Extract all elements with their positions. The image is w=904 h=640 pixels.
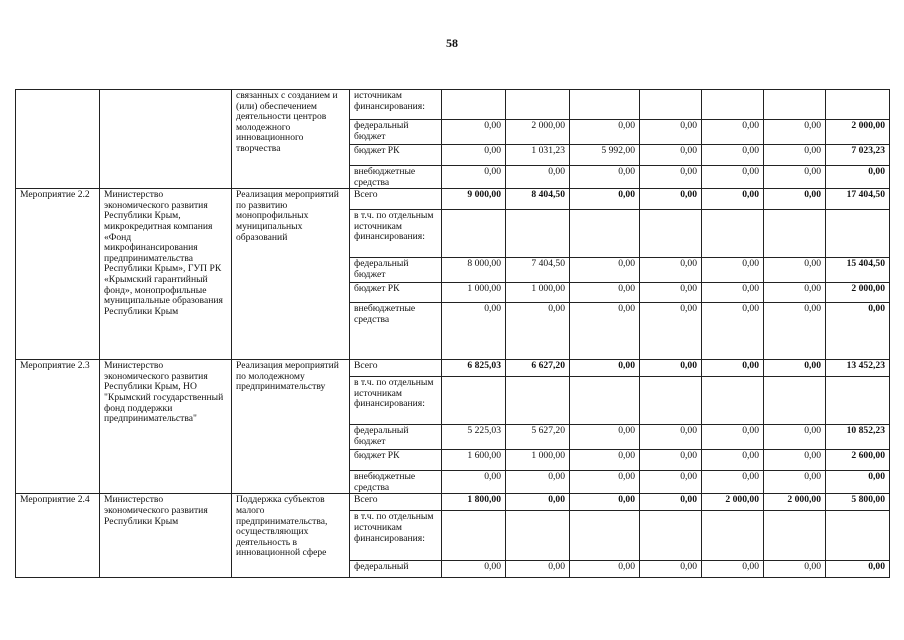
amount-cell: 0,00 (570, 360, 640, 377)
description-cell: Реализация мероприятий по молодежному предпринимательству (232, 360, 350, 494)
executor-cell (100, 90, 232, 189)
amount-cell: 0,00 (764, 145, 826, 166)
budget-table (15, 89, 890, 578)
funding-source-cell: федеральный бюджет (350, 258, 442, 283)
amount-cell (764, 210, 826, 258)
amount-cell: 5 627,20 (506, 425, 570, 450)
description-cell: Реализация мероприятий по развитию монопрофильных муниципальных образований (232, 189, 350, 360)
total-cell (826, 511, 890, 561)
measure-cell (16, 90, 100, 189)
amount-cell: 1 000,00 (506, 450, 570, 471)
total-cell (826, 90, 890, 120)
amount-cell (506, 377, 570, 425)
amount-cell: 1 600,00 (442, 450, 506, 471)
amount-cell: 0,00 (570, 494, 640, 511)
amount-cell: 0,00 (640, 471, 702, 494)
amount-cell (702, 511, 764, 561)
total-cell: 15 404,50 (826, 258, 890, 283)
amount-cell: 0,00 (640, 494, 702, 511)
funding-source-cell: внебюджетные средства (350, 303, 442, 360)
total-cell: 10 852,23 (826, 425, 890, 450)
total-cell: 13 452,23 (826, 360, 890, 377)
amount-cell (442, 511, 506, 561)
total-cell: 17 404,50 (826, 189, 890, 210)
funding-source-cell: источникам финансирования: (350, 90, 442, 120)
amount-cell: 0,00 (442, 471, 506, 494)
amount-cell: 0,00 (442, 561, 506, 578)
amount-cell: 0,00 (640, 360, 702, 377)
amount-cell: 0,00 (640, 166, 702, 189)
amount-cell: 0,00 (640, 303, 702, 360)
amount-cell (702, 210, 764, 258)
amount-cell: 0,00 (702, 561, 764, 578)
amount-cell: 8 404,50 (506, 189, 570, 210)
funding-source-cell: в т.ч. по отдельным источникам финансирования: (350, 377, 442, 425)
amount-cell: 0,00 (570, 120, 640, 145)
amount-cell: 0,00 (764, 120, 826, 145)
funding-source-cell: бюджет РК (350, 283, 442, 303)
total-cell: 0,00 (826, 471, 890, 494)
funding-source-cell: бюджет РК (350, 145, 442, 166)
amount-cell (506, 210, 570, 258)
amount-cell: 0,00 (764, 561, 826, 578)
amount-cell: 0,00 (764, 283, 826, 303)
amount-cell (640, 511, 702, 561)
executor-cell: Министерство экономического развития Республики Крым, микрокредитная компания «Фонд микрофинансирования предпринимательства Республики Крым», ГУП РК «Крымский гарантийный фонд», монопрофильные муниципальные образования Республики Крым (100, 189, 232, 360)
amount-cell: 0,00 (570, 450, 640, 471)
amount-cell: 6 627,20 (506, 360, 570, 377)
amount-cell: 0,00 (570, 425, 640, 450)
amount-cell (506, 90, 570, 120)
amount-cell: 0,00 (570, 471, 640, 494)
amount-cell (640, 377, 702, 425)
amount-cell: 0,00 (702, 425, 764, 450)
amount-cell (442, 90, 506, 120)
amount-cell: 0,00 (570, 166, 640, 189)
table-row (16, 189, 890, 210)
amount-cell: 0,00 (702, 166, 764, 189)
amount-cell: 0,00 (764, 166, 826, 189)
amount-cell (570, 90, 640, 120)
table-row (16, 360, 890, 377)
amount-cell (442, 210, 506, 258)
measure-cell: Мероприятие 2.4 (16, 494, 100, 578)
amount-cell: 0,00 (442, 120, 506, 145)
amount-cell (702, 90, 764, 120)
funding-source-cell: федеральный бюджет (350, 425, 442, 450)
amount-cell (570, 210, 640, 258)
amount-cell: 2 000,00 (764, 494, 826, 511)
amount-cell (702, 377, 764, 425)
amount-cell: 5 225,03 (442, 425, 506, 450)
amount-cell: 0,00 (702, 258, 764, 283)
amount-cell: 2 000,00 (506, 120, 570, 145)
amount-cell: 0,00 (702, 471, 764, 494)
amount-cell (640, 90, 702, 120)
amount-cell: 1 000,00 (442, 283, 506, 303)
amount-cell: 0,00 (640, 450, 702, 471)
amount-cell: 0,00 (640, 283, 702, 303)
funding-source-cell: федеральный (350, 561, 442, 578)
funding-source-cell: федеральный бюджет (350, 120, 442, 145)
amount-cell: 0,00 (570, 283, 640, 303)
amount-cell (640, 210, 702, 258)
budget-table-body (16, 90, 890, 578)
total-cell: 2 600,00 (826, 450, 890, 471)
amount-cell: 0,00 (702, 145, 764, 166)
amount-cell: 0,00 (570, 561, 640, 578)
amount-cell: 7 404,50 (506, 258, 570, 283)
funding-source-cell: внебюджетные средства (350, 471, 442, 494)
total-cell (826, 377, 890, 425)
amount-cell (570, 511, 640, 561)
amount-cell: 0,00 (764, 425, 826, 450)
total-cell: 0,00 (826, 561, 890, 578)
amount-cell: 0,00 (442, 145, 506, 166)
amount-cell: 1 031,23 (506, 145, 570, 166)
amount-cell: 0,00 (702, 360, 764, 377)
funding-source-cell: в т.ч. по отдельным источникам финансирования: (350, 210, 442, 258)
amount-cell: 0,00 (640, 145, 702, 166)
amount-cell: 0,00 (640, 258, 702, 283)
amount-cell: 5 992,00 (570, 145, 640, 166)
funding-source-cell: внебюджетные средства (350, 166, 442, 189)
amount-cell: 0,00 (506, 471, 570, 494)
total-cell: 0,00 (826, 166, 890, 189)
amount-cell: 0,00 (442, 303, 506, 360)
amount-cell: 0,00 (640, 561, 702, 578)
amount-cell: 0,00 (442, 166, 506, 189)
amount-cell (570, 377, 640, 425)
amount-cell (764, 90, 826, 120)
amount-cell: 0,00 (764, 450, 826, 471)
amount-cell: 0,00 (506, 494, 570, 511)
amount-cell: 0,00 (506, 166, 570, 189)
amount-cell: 0,00 (570, 303, 640, 360)
amount-cell (506, 511, 570, 561)
funding-source-cell: бюджет РК (350, 450, 442, 471)
amount-cell: 8 000,00 (442, 258, 506, 283)
total-cell: 2 000,00 (826, 283, 890, 303)
amount-cell: 0,00 (570, 189, 640, 210)
amount-cell: 1 800,00 (442, 494, 506, 511)
amount-cell: 0,00 (702, 283, 764, 303)
amount-cell: 9 000,00 (442, 189, 506, 210)
amount-cell: 0,00 (702, 189, 764, 210)
executor-cell: Министерство экономического развития Республики Крым (100, 494, 232, 578)
table-row (16, 90, 890, 120)
amount-cell: 0,00 (506, 303, 570, 360)
amount-cell: 0,00 (702, 303, 764, 360)
amount-cell: 2 000,00 (702, 494, 764, 511)
total-cell: 0,00 (826, 303, 890, 360)
amount-cell: 0,00 (702, 450, 764, 471)
amount-cell: 0,00 (764, 360, 826, 377)
amount-cell: 0,00 (764, 258, 826, 283)
amount-cell: 1 000,00 (506, 283, 570, 303)
measure-cell: Мероприятие 2.2 (16, 189, 100, 360)
amount-cell: 0,00 (570, 258, 640, 283)
total-cell: 7 023,23 (826, 145, 890, 166)
total-cell: 2 000,00 (826, 120, 890, 145)
amount-cell: 0,00 (640, 120, 702, 145)
amount-cell (442, 377, 506, 425)
total-cell (826, 210, 890, 258)
amount-cell: 0,00 (702, 120, 764, 145)
amount-cell: 0,00 (764, 303, 826, 360)
amount-cell: 0,00 (506, 561, 570, 578)
funding-source-cell: Всего (350, 189, 442, 210)
amount-cell: 6 825,03 (442, 360, 506, 377)
funding-source-cell: Всего (350, 494, 442, 511)
measure-cell: Мероприятие 2.3 (16, 360, 100, 494)
amount-cell (764, 511, 826, 561)
amount-cell (764, 377, 826, 425)
page-number: 58 (446, 36, 458, 50)
description-cell: связанных с созданием и (или) обеспечением деятельности центров молодежного инновационного творчества (232, 90, 350, 189)
table-row (16, 494, 890, 511)
funding-source-cell: в т.ч. по отдельным источникам финансирования: (350, 511, 442, 561)
amount-cell: 0,00 (640, 425, 702, 450)
funding-source-cell: Всего (350, 360, 442, 377)
total-cell: 5 800,00 (826, 494, 890, 511)
executor-cell: Министерство экономического развития Республики Крым, НО "Крымский государственный фонд поддержки предпринимательства" (100, 360, 232, 494)
amount-cell: 0,00 (764, 189, 826, 210)
amount-cell: 0,00 (764, 471, 826, 494)
description-cell: Поддержка субъектов малого предпринимательства, осуществляющих деятельность в инновационной сфере (232, 494, 350, 578)
amount-cell: 0,00 (640, 189, 702, 210)
